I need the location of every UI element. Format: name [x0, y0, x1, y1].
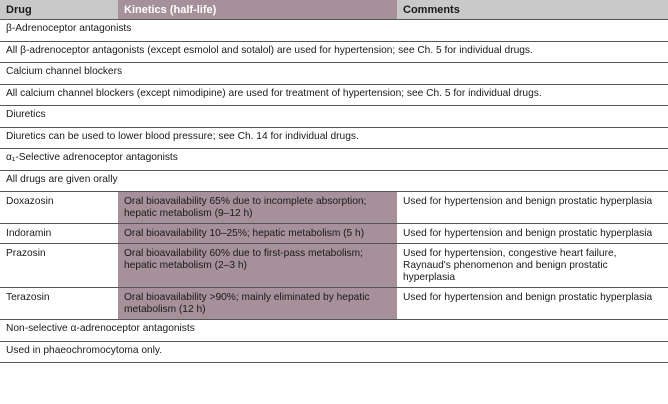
section-note-row: [0, 170, 668, 192]
section-note-row: [0, 84, 668, 106]
drug-kinetics: Oral bioavailability 65% due to incomplete absorption; hepatic metabolism (9–12 h): [118, 192, 397, 224]
section-heading-beta: β-Adrenoceptor antagonists: [0, 20, 668, 42]
section-note-ccb: All calcium channel blockers (except nimodipine) are used for treatment of hypertension; see Ch. 5 for individual drugs.: [0, 84, 668, 106]
drug-comments: Used for hypertension and benign prostatic hyperplasia: [397, 224, 668, 244]
drug-name: Prazosin: [0, 244, 118, 288]
drug-comments: Used for hypertension and benign prostatic hyperplasia: [397, 192, 668, 224]
section-note-diuretics: Diuretics can be used to lower blood pressure; see Ch. 14 for individual drugs.: [0, 127, 668, 149]
section-note-row: [0, 127, 668, 149]
section-heading-nonselective: Non-selective α-adrenoceptor antagonists: [0, 320, 668, 342]
section-note-alpha1: All drugs are given orally: [0, 170, 668, 192]
header-kinetics: Kinetics (half-life): [118, 0, 397, 20]
header-drug: Drug: [0, 0, 118, 20]
drug-name: Doxazosin: [0, 192, 118, 224]
section-heading-ccb: Calcium channel blockers: [0, 63, 668, 85]
section-heading-row: [0, 106, 668, 128]
table-row: [0, 244, 668, 288]
table-row: [0, 192, 668, 224]
header-row: [0, 0, 668, 20]
section-note-beta: All β-adrenoceptor antagonists (except esmolol and sotalol) are used for hypertension; see Ch. 5 for individual drugs.: [0, 41, 668, 63]
section-heading-row: [0, 149, 668, 171]
section-note-nonselective: Used in phaeochromocytoma only.: [0, 341, 668, 363]
section-heading-row: [0, 63, 668, 85]
table-row: [0, 288, 668, 320]
section-note-row: [0, 41, 668, 63]
header-comments: Comments: [397, 0, 668, 20]
section-heading-alpha1: α₁-Selective adrenoceptor antagonists: [0, 149, 668, 171]
drug-name: Terazosin: [0, 288, 118, 320]
drug-kinetics: Oral bioavailability 60% due to first-pass metabolism; hepatic metabolism (2–3 h): [118, 244, 397, 288]
section-heading-row: [0, 320, 668, 342]
drug-kinetics: Oral bioavailability 10–25%; hepatic metabolism (5 h): [118, 224, 397, 244]
drug-kinetics: Oral bioavailability >90%; mainly eliminated by hepatic metabolism (12 h): [118, 288, 397, 320]
drug-comments: Used for hypertension and benign prostatic hyperplasia: [397, 288, 668, 320]
drug-comments: Used for hypertension, congestive heart failure, Raynaud's phenomenon and benign prostatic hyperplasia: [397, 244, 668, 288]
section-heading-row: [0, 20, 668, 42]
section-note-row: [0, 341, 668, 363]
table-row: [0, 224, 668, 244]
drug-name: Indoramin: [0, 224, 118, 244]
section-heading-diuretics: Diuretics: [0, 106, 668, 128]
